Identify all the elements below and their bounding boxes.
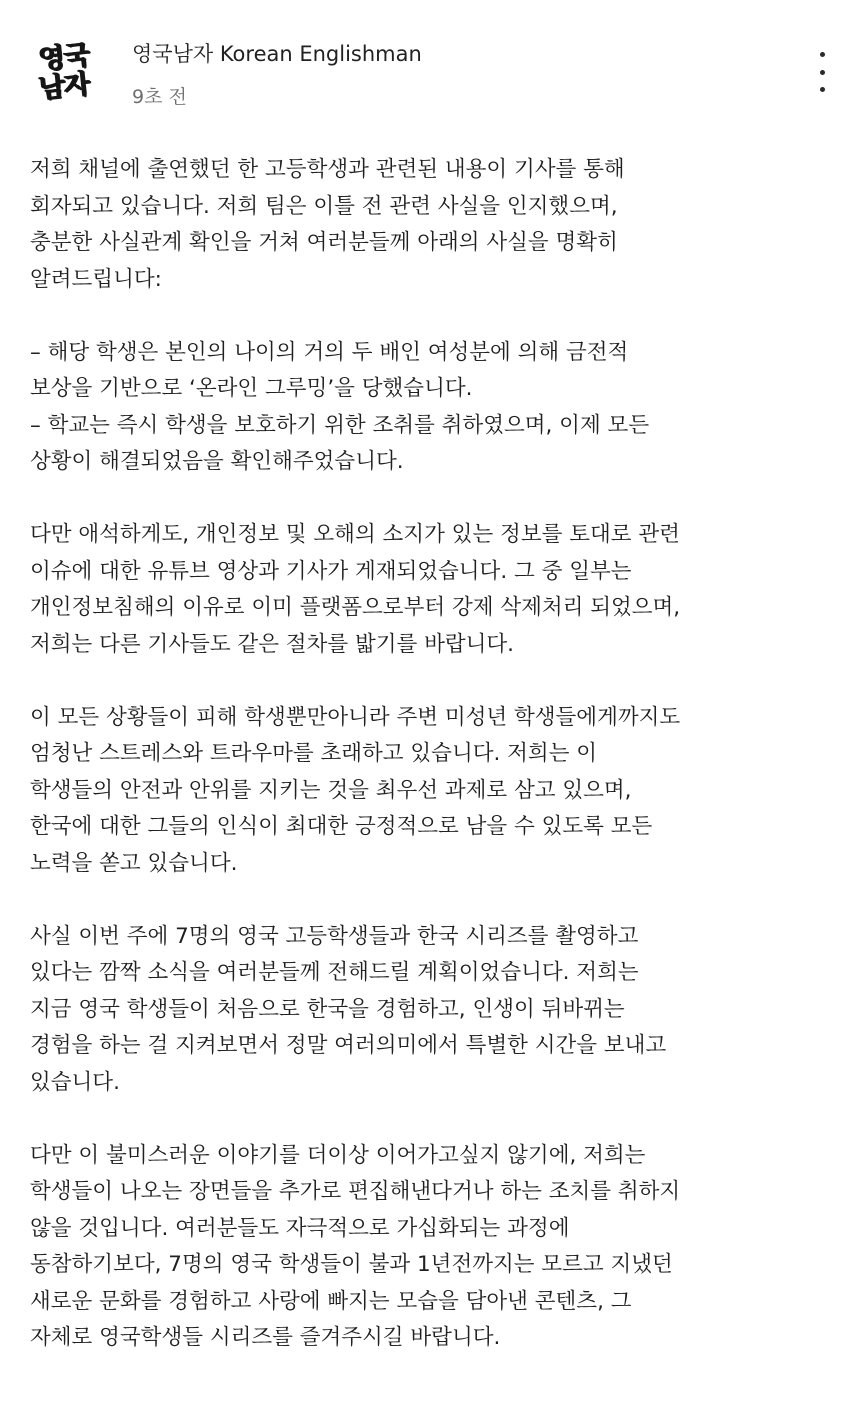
post-body <box>30 152 830 1357</box>
post-text-line: 사실 이번 주에 7명의 영국 고등학생들과 한국 시리즈를 촬영하고 <box>30 923 639 949</box>
post-text-line: 자체로 영국학생들 시리즈를 즐겨주시길 바랍니다. <box>30 1325 501 1350</box>
post-text-line <box>30 298 830 335</box>
post-text-line: 학생들이 나오는 장면들을 추가로 편집해낸다거나 하는 조치를 취하지 <box>30 1179 681 1204</box>
post-text-line: 엄청난 스트레스와 트라우마를 초래하고 있습니다. 저희는 이 <box>30 741 598 766</box>
more-dot <box>820 70 825 75</box>
post-text-line: 노력을 쏟고 있습니다. <box>30 850 238 876</box>
post-text-line: 동참하기보다, 7명의 영국 학생들이 불과 1년전까지는 모르고 지냈던 <box>30 1252 673 1277</box>
post-text-line: 한국에 대한 그들의 인식이 최대한 긍정적으로 남을 수 있도록 모든 <box>30 814 653 839</box>
post-text-line: 이슈에 대한 유튜브 영상과 기사가 게재되었습니다. 그 중 일부는 <box>30 558 632 584</box>
post-text-line: – 해당 학생은 본인의 나이의 거의 두 배인 여성분에 의해 금전적 <box>30 339 629 365</box>
post-text-line: 충분한 사실관계 확인을 거쳐 여러분들께 아래의 사실을 명확히 <box>30 230 618 255</box>
post-text-line: 경험을 하는 걸 지켜보면서 정말 여러의미에서 특별한 시간을 보내고 <box>30 1033 667 1058</box>
post-text-line: 있습니다. <box>30 1069 120 1095</box>
post-text-line: 지금 영국 학생들이 처음으로 한국을 경험하고, 인생이 뒤바뀌는 <box>30 996 625 1022</box>
channel-avatar[interactable] <box>30 38 98 106</box>
post-text-line: 학생들의 안전과 안위를 지키는 것을 최우선 과제로 삼고 있으며, <box>30 777 632 803</box>
more-dot <box>820 87 825 92</box>
channel-name[interactable]: 영국남자 Korean Englishman <box>132 42 422 66</box>
post-text-line <box>30 663 830 700</box>
post-text-line: 다만 이 불미스러운 이야기를 더이상 이어가고싶지 않기에, 저희는 <box>30 1142 646 1168</box>
post-text-line: – 학교는 즉시 학생을 보호하기 위한 조취를 취하였으며, 이제 모든 <box>30 412 650 438</box>
post-text-line: 보상을 기반으로 ‘온라인 그루밍’을 당했습니다. <box>30 376 473 401</box>
post-text-line: 상황이 해결되었음을 확인해주었습니다. <box>30 449 404 474</box>
post-text-line: 저희는 다른 기사들도 같은 절차를 밟기를 바랍니다. <box>30 631 514 657</box>
post-text-line: 회자되고 있습니다. 저희 팀은 이틀 전 관련 사실을 인지했으며, <box>30 193 618 219</box>
post-text-line: 저희 채널에 출연했던 한 고등학생과 관련된 내용이 기사를 통해 <box>30 157 625 182</box>
post-text-line: 있다는 깜짝 소식을 여러분들께 전해드릴 계획이었습니다. 저희는 <box>30 960 639 985</box>
post-text-line <box>30 481 830 518</box>
more-vert-icon[interactable] <box>810 52 834 92</box>
post-text-line <box>30 1101 830 1138</box>
avatar-text-bottom: 남자 <box>37 68 91 105</box>
post-text-line: 개인정보침해의 이유로 이미 플랫폼으로부터 강제 삭제처리 되었으며, <box>30 595 681 620</box>
post-header <box>0 0 850 130</box>
post-timestamp: 9초 전 <box>132 86 187 108</box>
post-text-line: 새로운 문화를 경험하고 사랑에 빠지는 모습을 담아낸 콘텐츠, 그 <box>30 1288 632 1314</box>
more-dot <box>820 52 825 57</box>
post-text-line: 이 모든 상황들이 피해 학생뿐만아니라 주변 미성년 학생들에게까지도 <box>30 704 681 730</box>
post-text-line <box>30 882 830 919</box>
post-text-line: 않을 것입니다. 여러분들도 자극적으로 가십화되는 과정에 <box>30 1215 570 1241</box>
post-text-line: 알려드립니다: <box>30 266 162 292</box>
avatar-text-top: 영국 <box>37 39 91 76</box>
post-text-line: 다만 애석하게도, 개인정보 및 오해의 소지가 있는 정보를 토대로 관련 <box>30 522 680 547</box>
